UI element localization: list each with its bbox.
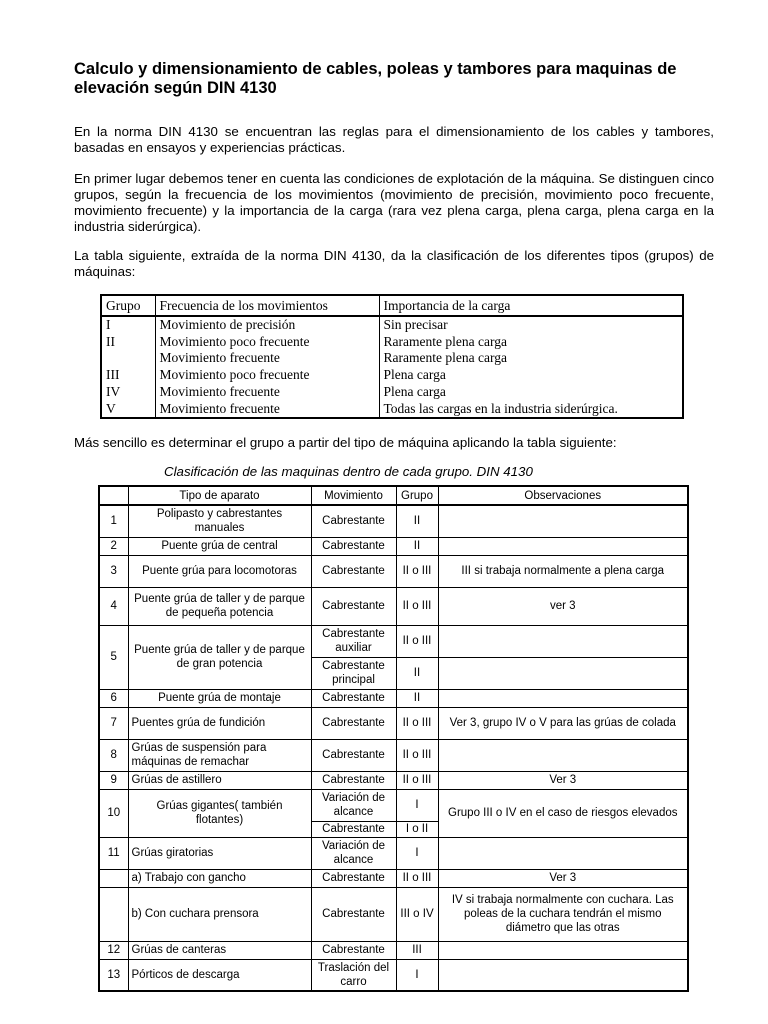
table-cell: II o III xyxy=(396,555,438,587)
machine-classification-table xyxy=(98,485,689,992)
table-cell: 4 xyxy=(99,587,128,625)
table-cell: b) Con cuchara prensora xyxy=(128,887,311,941)
table-row xyxy=(99,941,688,959)
table-row xyxy=(99,771,688,789)
paragraph-second-table-intro: Más sencillo es determinar el grupo a partir del tipo de máquina aplicando la tabla siguiente: xyxy=(74,435,617,450)
table-cell: Grúas gigantes( también flotantes) xyxy=(128,789,311,837)
table-cell: Grúas de suspensión para máquinas de remachar xyxy=(128,739,311,771)
table-cell: Cabrestante xyxy=(311,587,396,625)
table-cell: Cabrestante principal xyxy=(311,657,396,689)
table-cell: I xyxy=(396,837,438,869)
table-cell: I xyxy=(396,789,438,821)
table-cell xyxy=(438,837,688,869)
table-cell: 12 xyxy=(99,941,128,959)
table-cell: Puente grúa de montaje xyxy=(128,689,311,707)
table-cell: Cabrestante xyxy=(311,941,396,959)
table-cell: Cabrestante xyxy=(311,537,396,555)
table-cell: Todas las cargas en la industria siderúrgica. xyxy=(379,401,683,419)
table-cell: Ver 3 xyxy=(438,869,688,887)
table-row xyxy=(99,555,688,587)
table-cell xyxy=(99,887,128,941)
table-cell: a) Trabajo con gancho xyxy=(128,869,311,887)
table-cell: Cabrestante xyxy=(311,555,396,587)
table-cell xyxy=(438,537,688,555)
table-cell: III xyxy=(101,367,155,384)
table-cell: III si trabaja normalmente a plena carga xyxy=(438,555,688,587)
table-cell xyxy=(438,689,688,707)
table-cell xyxy=(438,505,688,537)
table-row xyxy=(99,587,688,625)
table-cell: Grúas de canteras xyxy=(128,941,311,959)
table-cell: Grúas giratorias xyxy=(128,837,311,869)
table-cell: 5 xyxy=(99,625,128,689)
column-header: Frecuencia de los movimientos xyxy=(155,295,379,316)
table-cell: Traslación del carro xyxy=(311,959,396,991)
table-cell: Cabrestante xyxy=(311,771,396,789)
table-cell: V xyxy=(101,401,155,419)
paragraph-conditions: En primer lugar debemos tener en cuenta las condiciones de explotación de la máquina. Se distinguen cinco grupos, según la frecuencia de los movimientos (movimiento de precisión, movimiento poco frecuente, movimiento frecuente) y la importancia de la carga (rara vez plena carga, plena carga, plena carga en la industria siderúrgica). xyxy=(74,171,714,234)
table-cell: 10 xyxy=(99,789,128,837)
table-row xyxy=(101,401,683,419)
table-row xyxy=(99,707,688,739)
table-row xyxy=(99,789,688,821)
table-cell: II o III xyxy=(396,739,438,771)
paragraph-intro: En la norma DIN 4130 se encuentran las reglas para el dimensionamiento de los cables y tambores, basadas en ensayos y experiencias prácticas. xyxy=(74,124,714,155)
table-cell: Movimiento de precisión xyxy=(155,316,379,334)
table-cell: Puente grúa de central xyxy=(128,537,311,555)
table-cell xyxy=(438,739,688,771)
table-cell xyxy=(438,657,688,689)
table-cell: II xyxy=(101,334,155,351)
table-cell xyxy=(101,350,155,367)
table-row xyxy=(99,837,688,869)
table-cell xyxy=(438,625,688,657)
table-cell: 11 xyxy=(99,837,128,869)
table-cell: I xyxy=(396,959,438,991)
table-row xyxy=(99,739,688,771)
table-cell: Puente grúa de taller y de parque de pequeña potencia xyxy=(128,587,311,625)
table-cell: Plena carga xyxy=(379,367,683,384)
table-cell: Grupo III o IV en el caso de riesgos elevados xyxy=(438,789,688,837)
table-cell: II xyxy=(396,505,438,537)
column-header: Tipo de aparato xyxy=(128,486,311,505)
table-cell: Cabrestante xyxy=(311,821,396,837)
table-cell: Pórticos de descarga xyxy=(128,959,311,991)
table-row xyxy=(101,316,683,334)
table-row xyxy=(99,869,688,887)
table-cell: II o III xyxy=(396,771,438,789)
table-cell: Sin precisar xyxy=(379,316,683,334)
table-cell: Plena carga xyxy=(379,384,683,401)
table-cell: IV xyxy=(101,384,155,401)
table-cell: Movimiento poco frecuente xyxy=(155,334,379,351)
table-cell: Movimiento frecuente xyxy=(155,384,379,401)
table-cell xyxy=(438,941,688,959)
table-row xyxy=(101,334,683,351)
table-row xyxy=(99,887,688,941)
table-row xyxy=(101,350,683,367)
table-cell: Raramente plena carga xyxy=(379,350,683,367)
table-cell: 2 xyxy=(99,537,128,555)
table-cell: II o III xyxy=(396,625,438,657)
table-row xyxy=(101,384,683,401)
table-cell: Movimiento frecuente xyxy=(155,350,379,367)
table-cell: Cabrestante xyxy=(311,869,396,887)
table-cell: Variación de alcance xyxy=(311,789,396,821)
document-title: Calculo y dimensionamiento de cables, poleas y tambores para maquinas de elevación según DIN 4130 xyxy=(74,60,677,97)
column-header: Observaciones xyxy=(438,486,688,505)
table-cell: 6 xyxy=(99,689,128,707)
table-cell: Cabrestante xyxy=(311,505,396,537)
table-cell: Polipasto y cabrestantes manuales xyxy=(128,505,311,537)
table-cell: Cabrestante xyxy=(311,689,396,707)
table-row xyxy=(99,625,688,657)
table-row xyxy=(101,367,683,384)
paragraph-table-intro: La tabla siguiente, extraída de la norma DIN 4130, da la clasificación de los diferentes tipos (grupos) de máquinas: xyxy=(74,248,714,279)
table-cell: ver 3 xyxy=(438,587,688,625)
column-header: Grupo xyxy=(396,486,438,505)
table-cell: Cabrestante xyxy=(311,887,396,941)
table-cell: Cabrestante auxiliar xyxy=(311,625,396,657)
table-cell: 9 xyxy=(99,771,128,789)
table-cell xyxy=(438,959,688,991)
column-header: Grupo xyxy=(101,295,155,316)
table-cell: III xyxy=(396,941,438,959)
table-cell: 8 xyxy=(99,739,128,771)
table-cell: II o III xyxy=(396,869,438,887)
table-row xyxy=(99,959,688,991)
table-cell: Puente grúa para locomotoras xyxy=(128,555,311,587)
table-row xyxy=(99,689,688,707)
table-cell: 1 xyxy=(99,505,128,537)
column-header xyxy=(99,486,128,505)
table-header-row xyxy=(101,295,683,316)
table-cell: Grúas de astillero xyxy=(128,771,311,789)
table-cell: Ver 3 xyxy=(438,771,688,789)
table-cell: 3 xyxy=(99,555,128,587)
table-cell: Variación de alcance xyxy=(311,837,396,869)
table-cell: Cabrestante xyxy=(311,739,396,771)
table-cell: Cabrestante xyxy=(311,707,396,739)
table-cell: Ver 3, grupo IV o V para las grúas de colada xyxy=(438,707,688,739)
table-cell: II o III xyxy=(396,707,438,739)
table-cell: Puente grúa de taller y de parque de gran potencia xyxy=(128,625,311,689)
table-row xyxy=(99,537,688,555)
table-cell: 13 xyxy=(99,959,128,991)
table-cell: II xyxy=(396,537,438,555)
table-cell: II o III xyxy=(396,587,438,625)
table-cell: Puentes grúa de fundición xyxy=(128,707,311,739)
table-cell: Movimiento poco frecuente xyxy=(155,367,379,384)
group-classification-table xyxy=(100,294,684,419)
table-header-row xyxy=(99,486,688,505)
table-cell: III o IV xyxy=(396,887,438,941)
table-cell: II xyxy=(396,657,438,689)
table-cell: I xyxy=(101,316,155,334)
column-header: Movimiento xyxy=(311,486,396,505)
table-cell xyxy=(99,869,128,887)
table-cell: IV si trabaja normalmente con cuchara. Las poleas de la cuchara tendrán el mismo diámetro que las otras xyxy=(438,887,688,941)
column-header: Importancia de la carga xyxy=(379,295,683,316)
table-cell: Movimiento frecuente xyxy=(155,401,379,419)
table-cell: Raramente plena carga xyxy=(379,334,683,351)
table-cell: I o II xyxy=(396,821,438,837)
table-caption: Clasificación de las maquinas dentro de cada grupo. DIN 4130 xyxy=(164,464,533,479)
table-cell: 7 xyxy=(99,707,128,739)
table-cell: II xyxy=(396,689,438,707)
table-row xyxy=(99,505,688,537)
